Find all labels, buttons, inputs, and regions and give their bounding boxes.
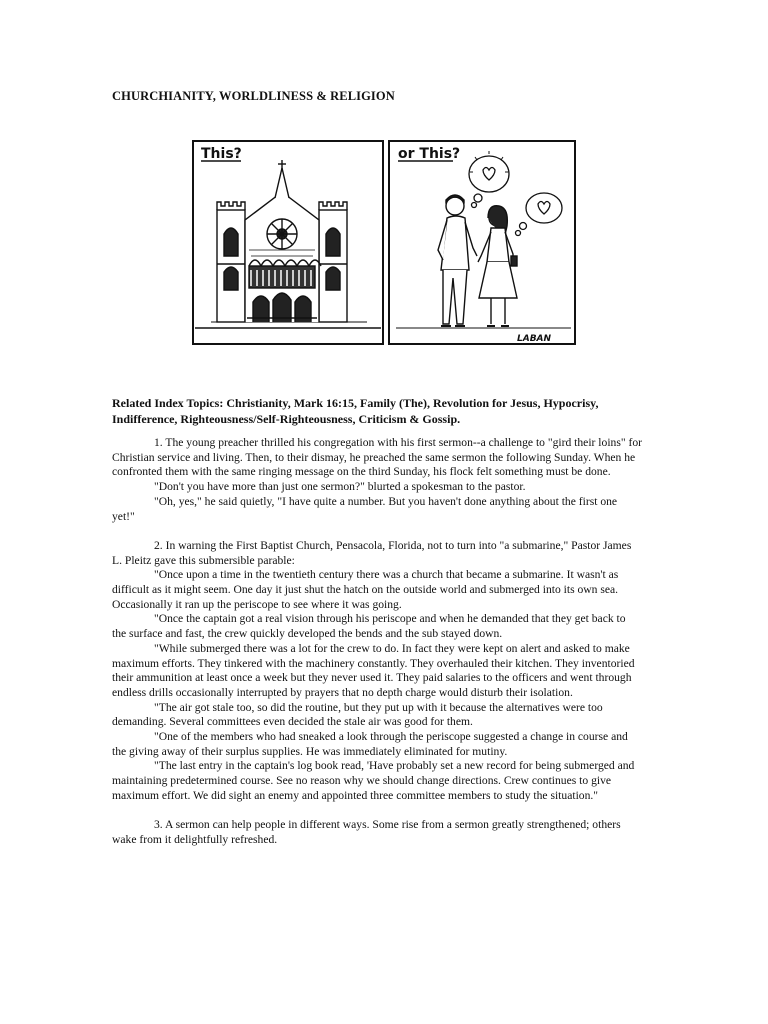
paragraph: "While submerged there was a lot for the crew to do. In fact they were kept on alert and asked to make maximum efforts. They tinkered with the machinery constantly. They overhauled their kitchen. They inventoried their ammunition at least once a week but they never used it. They paid salaries to the officers and went through endless drills occasionally interrupted by prayers that no depth charge would disturb their isolation. (112, 641, 635, 699)
paragraph: "Don't you have more than just one sermon?" blurted a spokesman to the pastor. (154, 480, 526, 494)
page-title: CHURCHIANITY, WORLDLINESS & RELIGION (112, 89, 395, 103)
paragraph: "Once the captain got a real vision through his periscope and when he demanded that they get back to the surface and fast, the crew quickly developed the bends and the sub stayed down. (112, 612, 626, 641)
body-text (112, 436, 642, 848)
related-topics: Related Index Topics: Christianity, Mark 16:15, Family (The), Revolution for Jesus, Hypocrisy, Indifference, Righteousness/Self-Righteousness, Criticism & Gossip. (112, 396, 599, 426)
paragraph: 2. In warning the First Baptist Church, Pensacola, Florida, not to turn into "a submarine," Pastor James L. Pleitz gave this submersible parable: (112, 538, 632, 567)
paragraph: "The last entry in the captain's log book read, 'Have probably set a new record for being submerged and maintaining predetermined course. See no reason why we should change directions. Crew continues to give maximum effort. We did sight an enemy and appointed three committee members to study the situation." (112, 759, 635, 802)
left-panel-label: This? (201, 146, 242, 162)
artist-signature: LABAN (517, 334, 552, 344)
paragraph: 3. A sermon can help people in different ways. Some rise from a sermon greatly strengthened; others wake from it delightfully refreshed. (112, 818, 621, 846)
couple-panel (389, 141, 575, 344)
paragraph: 1. The young preacher thrilled his congregation with his first sermon--a challenge to "gird their loins" for Christian service and living. Then, to their dismay, he preached the same sermon the following Sunday. When he confronted them with the same ringing message on the third Sunday, his flock felt something must be done. (112, 436, 643, 479)
right-panel-label: or This? (398, 146, 461, 162)
church-panel (193, 141, 383, 344)
cartoon-illustration (191, 138, 577, 346)
paragraph: "Once upon a time in the twentieth century there was a church that became a submarine. It wasn't as difficult as it might seem. One day it just shut the hatch on the outside world and submerged into its own sea. Occasionally it ran up the periscope to see where it was going. (112, 568, 619, 611)
paragraph: "Oh, yes," he said quietly, "I have quite a number. But you haven't done anything about the first one yet!" (112, 494, 618, 523)
paragraph: "One of the members who had sneaked a look through the periscope suggested a change in course and the giving away of their surplus supplies. He was immediately eliminated for mutiny. (112, 730, 628, 758)
paragraph: "The air got stale too, so did the routine, but they put up with it because the alternatives were too demanding. Several committees even decided the stale air was good for them. (112, 700, 603, 729)
